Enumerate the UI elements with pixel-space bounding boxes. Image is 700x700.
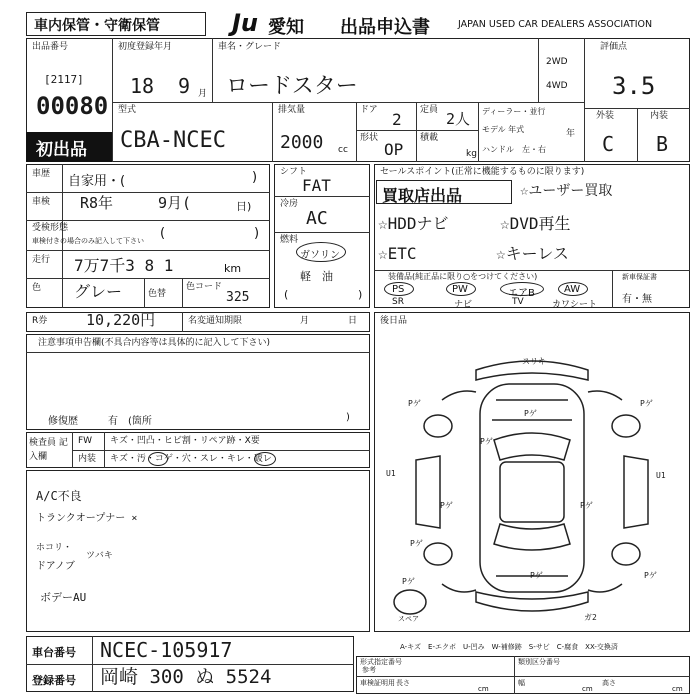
rear-window — [494, 524, 570, 550]
spare-tire — [394, 590, 426, 614]
inspector-label: 検査員 記入欄 — [29, 438, 68, 463]
inspector-row2-head: 内装 — [78, 454, 97, 464]
inspection-month: 9月( — [158, 194, 192, 212]
drive-4wd: 4WD — [546, 81, 568, 91]
note-line-3: ホコリ・ — [36, 543, 73, 553]
model-year-label: モデル 年式 — [482, 125, 525, 134]
exterior-label: 外装 — [596, 111, 615, 121]
registration-month-unit: 月 — [198, 89, 208, 99]
inspection-year: R8年 — [80, 194, 114, 212]
equipment-pw: PW — [452, 284, 468, 295]
repair-label: 修復歴 — [48, 416, 78, 427]
front-left-wheel — [424, 415, 452, 437]
lot-number: 00080 — [36, 92, 109, 120]
acceptance-close: ) — [254, 226, 260, 241]
diagram-mark-12: Pゲ — [644, 571, 657, 580]
equipment-sr: SR — [392, 297, 404, 307]
note-line-6: ボデーAU — [40, 591, 87, 604]
fuel-gasoline: ガソリン — [300, 250, 340, 261]
left-door-panel — [416, 456, 440, 528]
recycle-amount: 10,220円 — [86, 311, 156, 329]
equipment-ps: PS — [392, 284, 405, 295]
ju-logo: Ju — [232, 9, 259, 37]
diagram-mark-5: Pゲ — [480, 437, 493, 446]
length-label: 長さ — [396, 679, 410, 687]
sales-point-1: ☆ユーザー買取 — [520, 183, 613, 199]
color-label: 色 — [32, 283, 42, 293]
drive-2wd: 2WD — [546, 57, 568, 67]
history-label: 車歴 — [32, 169, 51, 179]
fuel-label: 燃料 — [280, 235, 299, 245]
height-unit: cm — [672, 685, 683, 693]
ac-label: 冷房 — [280, 199, 299, 209]
rear-left-wheel — [424, 543, 452, 565]
diagram-mark-10: Pゲ — [410, 539, 423, 548]
model-label: 型式 — [118, 105, 137, 115]
sales-point-5: ☆キーレス — [496, 244, 569, 263]
width-label: 幅 — [518, 679, 525, 687]
name-change-month: 月 — [300, 316, 310, 326]
inspector-row1-head: FW — [78, 436, 93, 446]
color-code-label: 色コード — [186, 282, 223, 292]
equipment-tv: TV — [512, 297, 524, 307]
inspector-row2-items: キズ・汚・コゲ・穴・スレ・キレ・破レ — [110, 454, 272, 464]
diagram-mark-9: Pゲ — [580, 501, 593, 510]
spec-number-label: 形式指定番号 — [360, 658, 402, 666]
equipment-leather: カワシート — [552, 300, 598, 310]
interior-label: 内装 — [650, 111, 669, 121]
chassis-label: 車台番号 — [32, 646, 76, 659]
year-unit: 年 — [566, 129, 576, 139]
dealer-label: ディーラー・並行 — [482, 107, 546, 116]
form-title: 出品申込書 — [340, 17, 430, 38]
fuel-open: ( — [284, 288, 289, 301]
acceptance-label: 受検形態 — [32, 223, 69, 233]
history-value: 自家用・( — [68, 174, 126, 189]
diagram-mark-3: Pゲ — [524, 409, 537, 418]
inspector-row1-items: キズ・凹凸・ヒビ割・リペア跡・X要 — [110, 436, 260, 446]
recycle-label: R券 — [32, 316, 48, 326]
displacement-label: 排気量 — [278, 105, 306, 115]
door-label: ドア — [360, 105, 378, 115]
plate-label: 登録番号 — [32, 674, 76, 687]
load-unit: kg — [466, 149, 477, 159]
front-right-wheel — [612, 415, 640, 437]
diagram-mark-1: スリキ — [522, 357, 546, 366]
diagram-mark-14: ガ2 — [584, 613, 597, 622]
shape-label: 形状 — [360, 133, 379, 143]
diagram-mark-11: Pゲ — [530, 571, 543, 580]
sales-points-label: セールスポイント(正常に機能するものに限ります) — [380, 167, 585, 177]
color-value: グレー — [74, 282, 123, 301]
inspection-day: 日) — [236, 200, 252, 213]
first-listing-label: 初出品 — [36, 140, 87, 160]
later-items-label: 後日品 — [380, 316, 408, 326]
lot-sub-number: [2117] — [44, 73, 84, 86]
class-number-label: 類別区分番号 — [518, 658, 560, 666]
mileage-label: 走行 — [32, 255, 51, 265]
windshield — [494, 433, 570, 460]
sales-point-2: ☆HDDナビ — [378, 214, 449, 233]
equipment-aw: AW — [564, 284, 581, 295]
width-unit: cm — [582, 685, 593, 693]
fuel-close: ) — [358, 288, 363, 301]
cabin — [500, 462, 564, 522]
displacement-unit: cc — [338, 145, 348, 155]
car-name-label: 車名・グレード — [218, 42, 282, 52]
repair-close: ) — [346, 412, 350, 423]
fuel-diesel: 軽 油 — [300, 270, 333, 283]
ac-value: AC — [306, 208, 328, 229]
inspection-label: 車検 — [32, 197, 51, 207]
acceptance-open: ( — [160, 226, 166, 241]
association-name: JAPAN USED CAR DEALERS ASSOCIATION — [458, 19, 653, 30]
note-line-4: ドアノブ — [36, 561, 75, 572]
name-change-day: 日 — [348, 316, 358, 326]
note-line-1: A/C不良 — [36, 489, 82, 503]
score-label: 評価点 — [600, 42, 628, 52]
door-count: 2 — [392, 110, 402, 129]
model-code: CBA-NCEC — [120, 128, 226, 153]
length-unit: cm — [478, 685, 489, 693]
warranty-options: 有・無 — [622, 294, 652, 305]
rear-bumper — [476, 592, 588, 611]
sales-point-3: ☆DVD再生 — [500, 214, 571, 233]
mileage-unit: km — [224, 262, 242, 275]
note-line-2: トランクオープナー × — [36, 513, 138, 524]
reference-label: 参考 — [362, 666, 376, 674]
lot-label: 出品番号 — [32, 42, 69, 52]
registration-label: 初度登録年月 — [118, 42, 173, 52]
notes-label: 注意事項申告欄(不具合内容等は具体的に記入して下さい) — [38, 338, 271, 348]
shift-value: FAT — [302, 176, 331, 195]
equipment-navi: ナビ — [454, 300, 473, 310]
right-door-panel — [624, 456, 648, 528]
equipment-airbag: エアB — [508, 288, 535, 299]
chassis-number: NCEC-105917 — [100, 638, 233, 662]
note-line-5: ツバキ — [86, 551, 113, 561]
spare-label: スペア — [398, 615, 419, 623]
acceptance-note: 車検付きの場合のみ記入して下さい — [32, 237, 144, 245]
car-damage-diagram — [376, 340, 688, 630]
displacement-value: 2000 — [280, 132, 324, 153]
certificate-label: 車検証明用 — [360, 679, 395, 687]
plate-number: 岡崎 300 ぬ 5524 — [100, 666, 272, 688]
diagram-mark-4: Pゲ — [640, 399, 653, 408]
shift-label: シフト — [280, 167, 308, 177]
car-name: ロードスター — [226, 74, 358, 99]
warranty-label: 新車保証書 — [622, 273, 657, 281]
repair-value: 有 (箇所 — [108, 416, 152, 427]
registration-month: 9 — [178, 74, 191, 98]
color-code-value: 325 — [226, 290, 250, 305]
damage-legend: A-キズ E-エクボ U-凹み W-補修跡 S-サビ C-腐食 XX-交換済 — [400, 643, 618, 651]
buyer-badge: 買取店出品 — [382, 186, 463, 205]
sales-point-4: ☆ETC — [378, 244, 417, 263]
diagram-mark-8: Pゲ — [440, 501, 453, 510]
diagram-mark-2: Pゲ — [408, 399, 421, 408]
diagram-mark-6: U1 — [386, 469, 396, 478]
height-label: 高さ — [602, 679, 616, 687]
mileage-value: 7万7千3 8 1 — [74, 256, 174, 275]
score-value: 3.5 — [612, 72, 656, 100]
logo-region: 愛知 — [268, 17, 304, 38]
history-close: ) — [252, 170, 258, 185]
storage-title: 車内保管・守衛保管 — [34, 18, 160, 34]
load-label: 積載 — [420, 133, 439, 143]
shape-value: OP — [384, 140, 404, 159]
interior-grade: B — [656, 132, 669, 156]
capacity-value: 2人 — [446, 110, 471, 128]
rear-right-wheel — [612, 543, 640, 565]
name-change-label: 名変通知期限 — [188, 316, 243, 326]
handle-label: ハンドル 左・右 — [482, 145, 546, 154]
diagram-mark-7: U1 — [656, 471, 666, 480]
color-change-label: 色替 — [148, 289, 167, 299]
capacity-label: 定員 — [420, 105, 439, 115]
registration-year: 18 — [130, 74, 155, 98]
equipment-label: 装備品(純正品に限り○をつけてください) — [388, 272, 538, 281]
diagram-mark-13: Pゲ — [402, 577, 415, 586]
exterior-grade: C — [602, 132, 615, 156]
